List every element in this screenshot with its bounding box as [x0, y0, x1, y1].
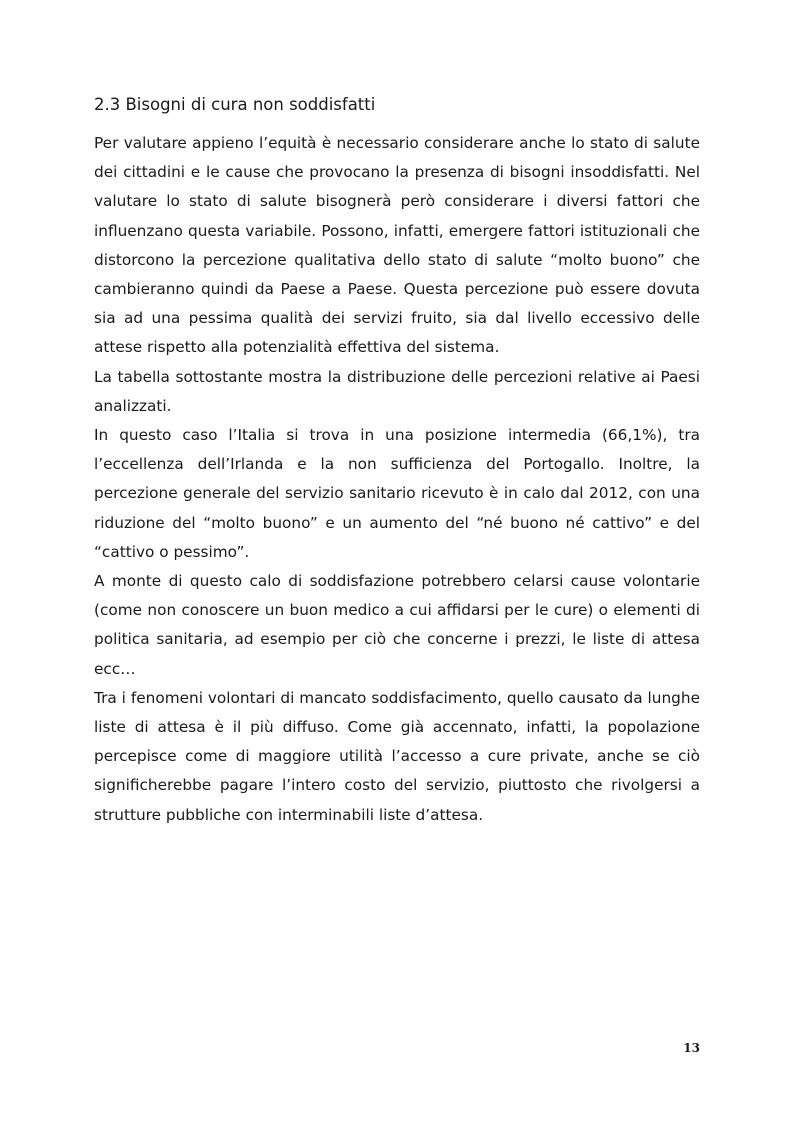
- paragraph-italy-position: In questo caso l’Italia si trova in una posizione intermedia (66,1%), tra l’eccellenza dell’Irlanda e la non sufficienza del Portogallo. Inoltre, la percezione generale del servizio sanitario ricevuto è in calo dal 2012, con una riduzione del “molto buono” e un aumento del “né buono né cattivo” e del “cattivo o pessimo”.: [94, 426, 700, 561]
- page-number: 13: [683, 1041, 700, 1055]
- paragraph-equity: Per valutare appieno l’equità è necessario considerare anche lo stato di salute dei cittadini e le cause che provocano la presenza di bisogni insoddisfatti. Nel valutare lo stato di salute bisognerà però considerare i diversi fattori che influenzano questa variabile. Possono, infatti, emergere fattori istituzionali che distorcono la percezione qualitativa dello stato di salute “molto buono” che cambieranno quindi da Paese a Paese. Questa percezione può essere dovuta sia ad una pessima qualità dei servizi fruito, sia dal livello eccessivo delle attese rispetto alla potenzialità effettiva del sistema.: [94, 134, 700, 357]
- body-text: [94, 129, 700, 830]
- paragraph-table-intro: La tabella sottostante mostra la distribuzione delle percezioni relative ai Paesi analizzati.: [94, 367, 700, 415]
- section-heading: 2.3 Bisogni di cura non soddisfatti: [94, 95, 376, 114]
- paragraph-waiting-lists: Tra i fenomeni volontari di mancato soddisfacimento, quello causato da lunghe liste di attesa è il più diffuso. Come già accennato, infatti, la popolazione percepisce come di maggiore utilità l’accesso a cure private, anche se ciò significherebbe pagare l’intero costo del servizio, piuttosto che rivolgersi a strutture pubbliche con interminabili liste d’attesa.: [94, 688, 700, 824]
- paragraph-causes: A monte di questo calo di soddisfazione potrebbero celarsi cause volontarie (come non conoscere un buon medico a cui affidarsi per le cure) o elementi di politica sanitaria, ad esempio per ciò che concerne i prezzi, le liste di attesa ecc…: [94, 572, 700, 678]
